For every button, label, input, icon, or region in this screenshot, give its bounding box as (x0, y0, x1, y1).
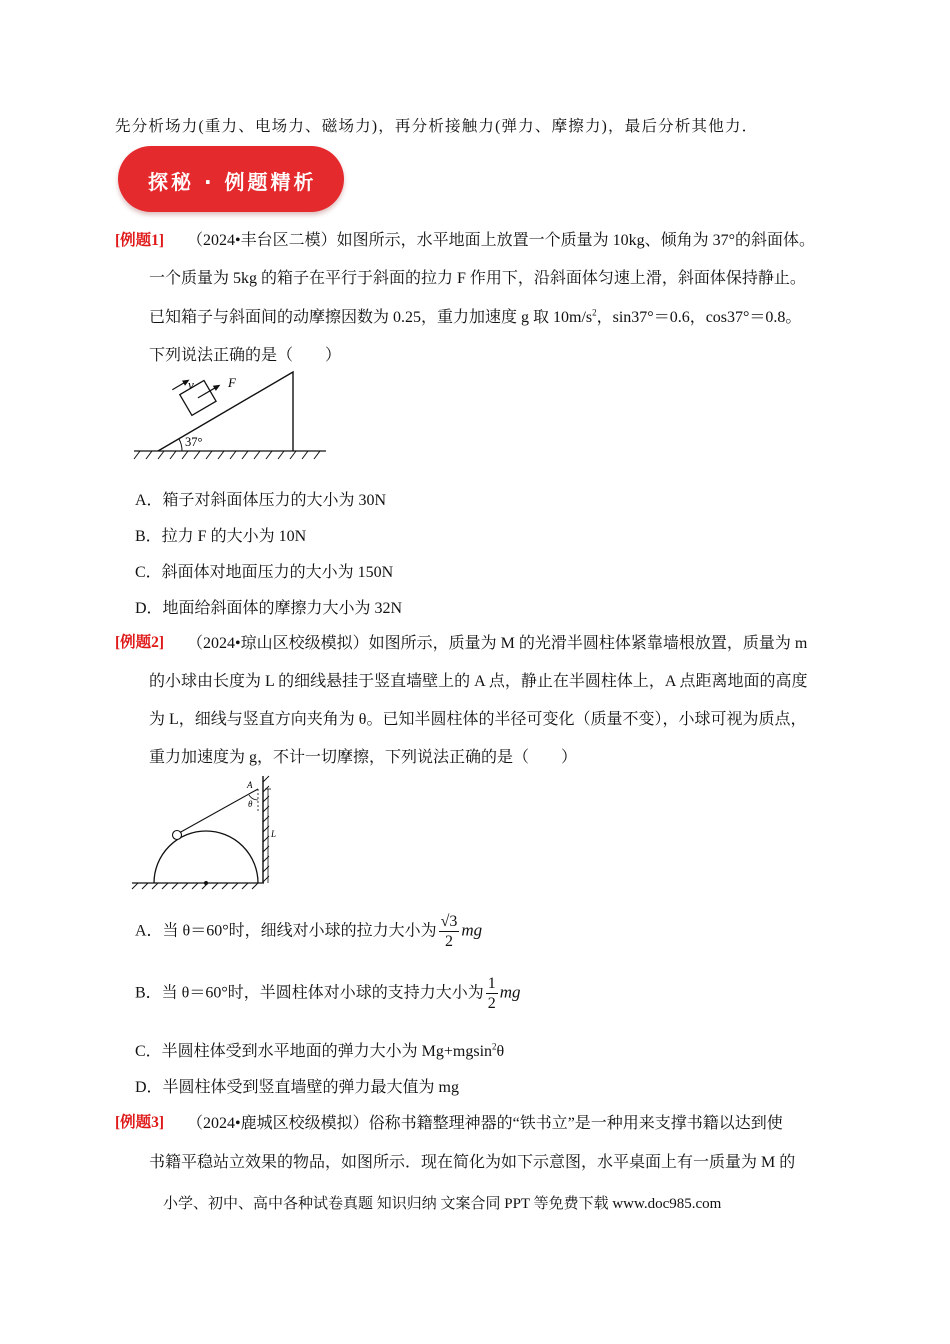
example2-line2: 的小球由长度为 L 的细线悬挂于竖直墙壁上的 A 点，静止在半圆柱体上，A 点距离地面的高度 (149, 673, 808, 690)
fraction-sqrt3-over-2: $\frac{√3}{2}$ (440, 913, 458, 950)
incline-figure (130, 365, 330, 465)
example2-line3: 为 L，细线与竖直方向夹角为 θ。已知半圆柱体的半径可变化（质量不变），小球可视为质点， (149, 711, 807, 728)
theta-label: θ (248, 799, 253, 809)
example1-line2: 一个质量为 5kg 的箱子在平行于斜面的拉力 F 作用下，沿斜面体匀速上滑，斜面体保持静止。 (149, 270, 806, 287)
example2-option-d[interactable]: D．半圆柱体受到竖直墙壁的弹力最大值为 mg (135, 1079, 460, 1096)
example2-tag: [例题2] (115, 634, 165, 651)
example1-line3: 已知箱子与斜面间的动摩擦因数为 0.25，重力加速度 g 取 $10m/s^2$，sin37°＝0.6，cos37°＝0.8。 (149, 307, 802, 326)
length-label: L (271, 829, 277, 839)
example1-option-a[interactable]: A．箱子对斜面体压力的大小为 30N (135, 492, 387, 509)
intro-text: 先分析场力(重力、电场力、磁场力)，再分析接触力(弹力、摩擦力)，最后分析其他力． (115, 118, 759, 135)
example3-line2: 书籍平稳站立效果的物品，如图所示．现在简化为如下示意图，水平桌面上有一质量为 M 的 (149, 1154, 796, 1171)
example2-line1: （2024•琼山区校级模拟）如图所示，质量为 M 的光滑半圆柱体紧靠墙根放置，质量为 m (187, 635, 808, 652)
fraction-1-over-2: $\frac{1}{2}$ (487, 975, 496, 1012)
example1-option-c[interactable]: C．斜面体对地面压力的大小为 150N (135, 564, 394, 581)
half-cylinder-figure (130, 772, 290, 892)
example1-line1: （2024•丰台区二模）如图所示，水平地面上放置一个质量为 10kg、倾角为 37°的斜面体。 (187, 232, 816, 249)
force-label: F (228, 375, 236, 390)
example3-line1: （2024•鹿城区校级模拟）俗称书籍整理神器的“铁书立”是一种用来支撑书籍以达到使 (187, 1115, 783, 1132)
example2-option-a[interactable]: A．当 θ＝60°时，细线对小球的拉力大小为 $\frac{√3}{2}$ mg (135, 913, 483, 950)
example2-line4: 重力加速度为 g，不计一切摩擦，下列说法正确的是（ ） (149, 749, 578, 766)
angle-label: 37° (185, 435, 203, 449)
example1-option-d[interactable]: D．地面给斜面体的摩擦力大小为 32N (135, 600, 403, 617)
example2-option-b[interactable]: B．当 θ＝60°时，半圆柱体对小球的支持力大小为 $\frac{1}{2}$ mg (135, 975, 521, 1012)
banner-label: 探秘 · 例题精析 (148, 170, 317, 194)
section-banner (118, 146, 344, 212)
example1-tag: [例题1] (115, 232, 165, 249)
example1-line4: 下列说法正确的是（ ） (149, 347, 342, 364)
point-a-label: A (247, 780, 253, 790)
example2-option-c[interactable]: C．半圆柱体受到水平地面的弹力大小为 Mg+mgsin$^2$θ (135, 1041, 505, 1060)
page-footer: 小学、初中、高中各种试卷真题 知识归纳 文案合同 PPT 等免费下载 www.doc985.com (163, 1196, 722, 1212)
velocity-label: v (188, 377, 194, 392)
example1-option-b[interactable]: B．拉力 F 的大小为 10N (135, 528, 307, 545)
example3-tag: [例题3] (115, 1114, 165, 1131)
